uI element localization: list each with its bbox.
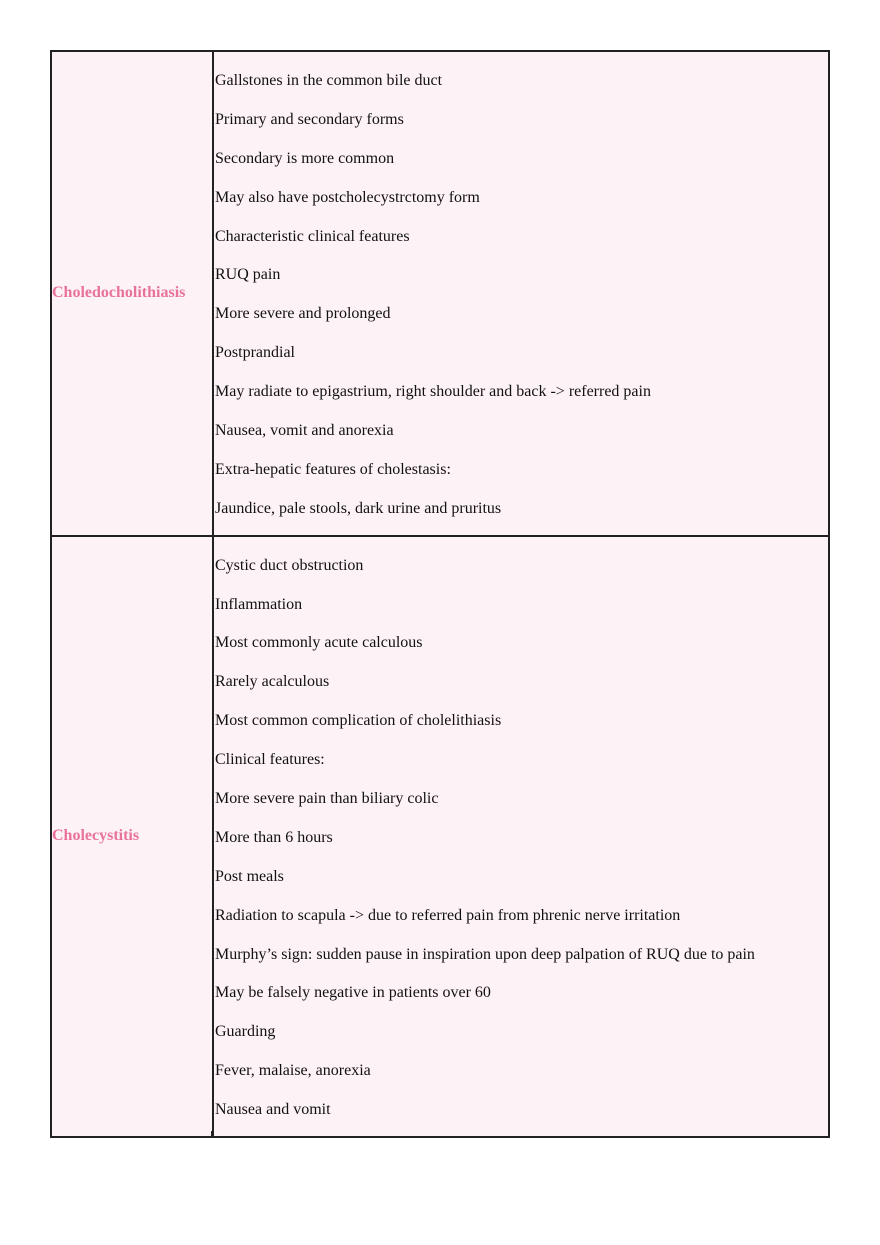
list-item: More severe and prolonged [215, 305, 391, 323]
term-cell [51, 536, 213, 1137]
list-item: Fever, malaise, anorexia [215, 1062, 371, 1080]
list-item: Most commonly acute calculous [215, 634, 423, 652]
list-item: Nausea, vomit and anorexia [215, 422, 394, 440]
term-cell [51, 51, 213, 536]
list-item: Nausea and vomit [215, 1101, 331, 1119]
list-item: Primary and secondary forms [215, 110, 404, 128]
list-item: More severe pain than biliary colic [215, 790, 439, 808]
table-row [51, 536, 829, 1137]
list-item: Characteristic clinical features [215, 227, 410, 245]
list-item: Murphy’s sign: sudden pause in inspiration upon deep palpation of RUQ due to pain [215, 945, 755, 963]
notes-table [50, 50, 830, 1138]
list-item: May radiate to epigastrium, right shoulder and back -> referred pain [215, 383, 651, 401]
list-item: Cystic duct obstruction [215, 556, 364, 574]
table-continuation [50, 1131, 830, 1137]
list-item: May be falsely negative in patients over 60 [215, 984, 491, 1002]
list-item: Postprandial [215, 344, 295, 362]
term-label: Choledocholithiasis [52, 284, 186, 302]
list-item: Most common complication of cholelithiasis [215, 712, 502, 730]
list-item: May also have postcholecystrctomy form [215, 188, 480, 206]
list-item: Rarely acalculous [215, 673, 330, 691]
list-item: More than 6 hours [215, 828, 333, 846]
list-item: Post meals [215, 867, 284, 885]
list-item: Gallstones in the common bile duct [215, 72, 443, 89]
term-label: Cholecystitis [52, 827, 140, 845]
list-item: Secondary is more common [215, 149, 395, 167]
list-item: Jaundice, pale stools, dark urine and pruritus [215, 499, 502, 517]
list-item: Clinical features: [215, 751, 325, 769]
list-item: RUQ pain [215, 266, 281, 284]
table-row [51, 51, 829, 536]
list-item: Guarding [215, 1023, 276, 1041]
details-cell [213, 536, 829, 1137]
list-item: Radiation to scapula -> due to referred pain from phrenic nerve irritation [215, 906, 681, 924]
list-item: Inflammation [215, 595, 303, 613]
list-item: Extra-hepatic features of cholestasis: [215, 460, 451, 478]
details-cell [213, 51, 829, 536]
